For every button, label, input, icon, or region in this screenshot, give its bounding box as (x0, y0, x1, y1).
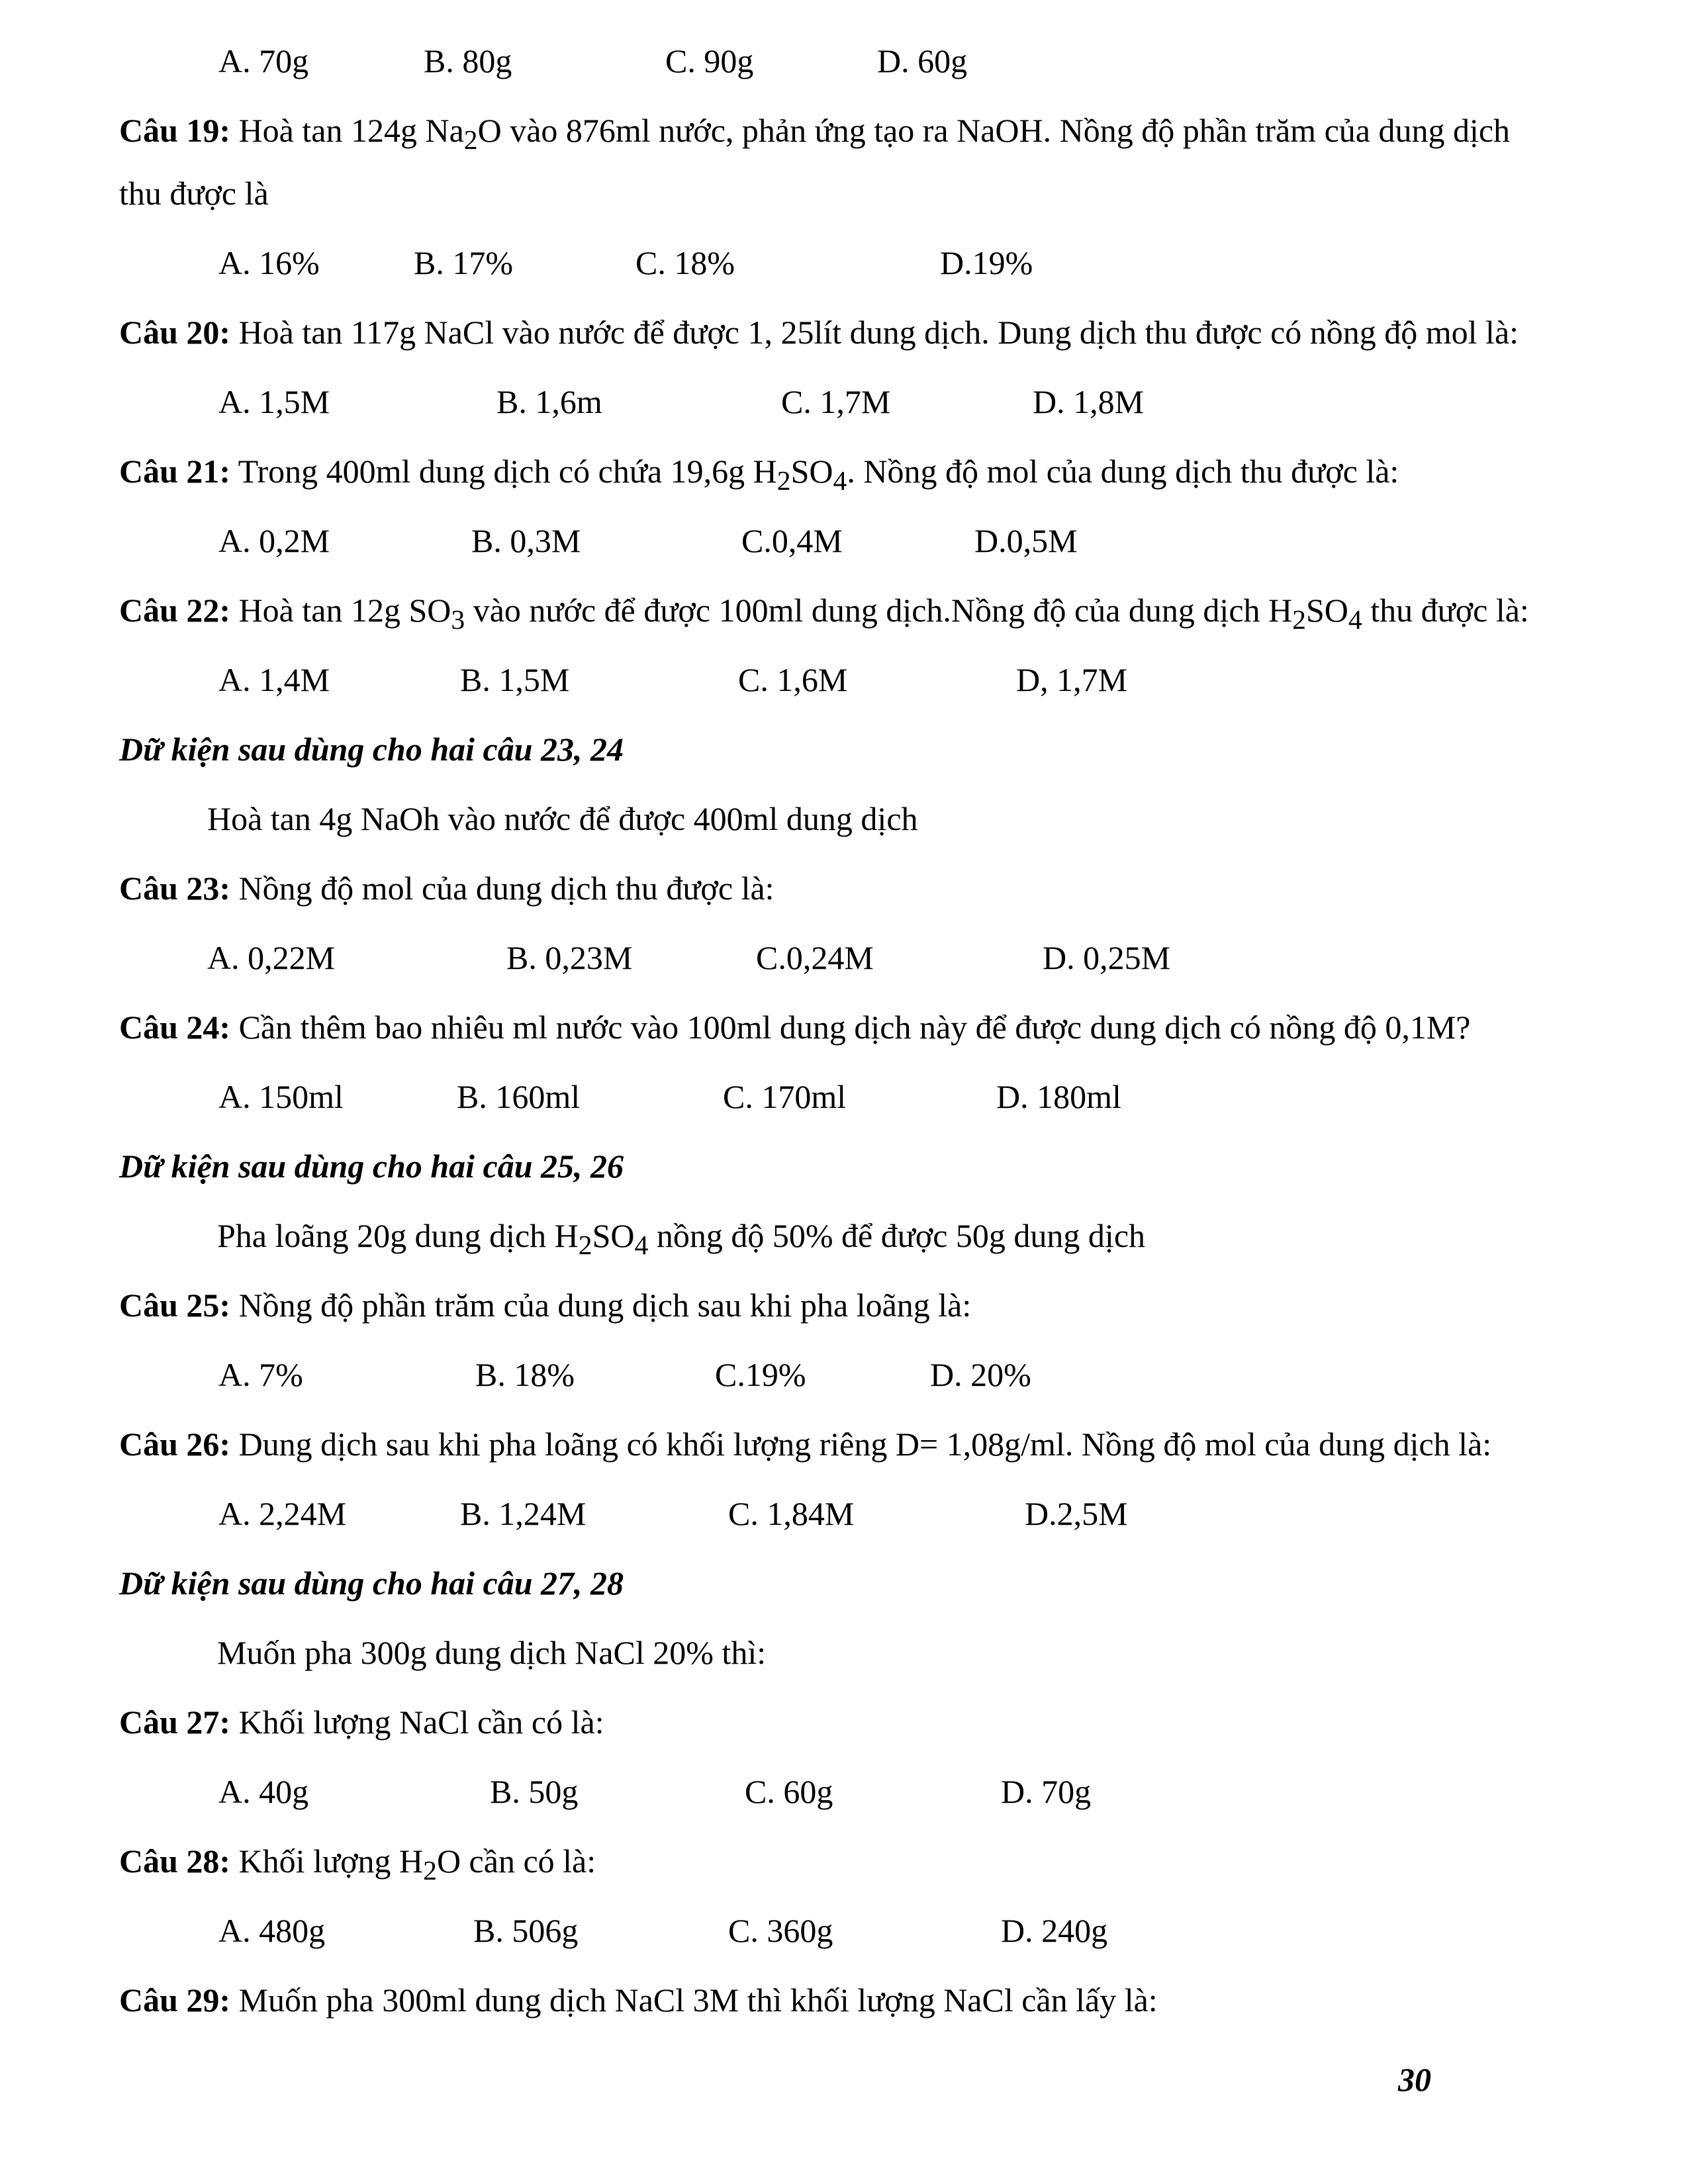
option-a: A. 7% (218, 1356, 303, 1393)
option-c: C. 170ml (723, 1078, 847, 1115)
question-text: Khối lượng H (230, 1843, 424, 1880)
question-label: Câu 28: (119, 1843, 231, 1880)
subscript: 2 (463, 125, 478, 156)
page-number: 30 (1398, 2061, 1431, 2098)
option-d: D. 240g (1001, 1912, 1108, 1949)
option-b: B. 1,5M (460, 661, 570, 698)
question-label: Câu 20: (119, 314, 231, 351)
option-b: B. 506g (473, 1912, 579, 1949)
option-a: A. 150ml (218, 1078, 344, 1115)
data-heading-23-24: Dữ kiện sau dùng cho hai câu 23, 24 (119, 731, 624, 768)
option-d: D. 1,8M (1033, 383, 1145, 420)
question-text: Muốn pha 300ml dung dịch NaCl 3M thì khối lượng NaCl cần lấy là: (230, 1981, 1158, 2019)
subscript: 2 (423, 1856, 437, 1886)
question-20 (119, 312, 1519, 352)
question-text: Khối lượng NaCl cần có là: (230, 1704, 604, 1741)
question-label: Câu 23: (119, 870, 231, 907)
option-b: B. 1,6m (496, 383, 602, 420)
question-23 (119, 868, 774, 908)
option-b: B. 160ml (457, 1078, 581, 1115)
question-28 (119, 1841, 596, 1888)
question-text: SO (790, 453, 833, 490)
question-text: Cần thêm bao nhiêu ml nước vào 100ml dung dịch này để được dung dịch có nồng độ 0,1M? (230, 1009, 1471, 1046)
question-19 (119, 111, 1510, 157)
data-heading-25-26: Dữ kiện sau dùng cho hai câu 25, 26 (119, 1148, 624, 1185)
option-b: B. 0,23M (506, 939, 633, 976)
option-c: C. 90g (665, 42, 754, 79)
question-text: . Nồng độ mol của dung dịch thu được là: (847, 453, 1399, 490)
option-d: D, 1,7M (1016, 661, 1128, 698)
question-label: Câu 19: (119, 112, 231, 149)
question-label: Câu 25: (119, 1287, 231, 1324)
data-text-23-24: Hoà tan 4g NaOh vào nước để được 400ml dung dịch (207, 800, 918, 837)
option-d: D. 60g (877, 42, 968, 79)
question-27 (119, 1702, 604, 1742)
question-21 (119, 451, 1399, 498)
question-text: O cần có là: (436, 1843, 596, 1880)
question-text: thu được là: (1362, 592, 1529, 629)
question-label: Câu 21: (119, 453, 231, 490)
subscript: 2 (578, 1230, 592, 1261)
option-a: A. 0,22M (207, 939, 336, 976)
option-b: B. 1,24M (460, 1495, 586, 1532)
option-d: D. 180ml (996, 1078, 1121, 1115)
option-a: A. 1,5M (218, 383, 330, 420)
option-d: D. 0,25M (1043, 939, 1171, 976)
question-label: Câu 26: (119, 1426, 231, 1463)
question-25 (119, 1285, 971, 1325)
option-a: A. 40g (218, 1773, 309, 1810)
subscript: 4 (634, 1230, 649, 1261)
subscript: 3 (451, 605, 465, 635)
option-b: B. 0,3M (471, 522, 581, 559)
data-heading-27-28: Dữ kiện sau dùng cho hai câu 27, 28 (119, 1565, 624, 1602)
question-text: Nồng độ mol của dung dịch thu được là: (230, 870, 774, 907)
subscript: 2 (776, 466, 791, 496)
question-24 (119, 1007, 1471, 1047)
option-d: D. 20% (930, 1356, 1031, 1393)
question-text: Nồng độ phần trăm của dung dịch sau khi pha loãng là: (230, 1287, 972, 1324)
option-c: C. 60g (745, 1773, 833, 1810)
question-text: Hoà tan 117g NaCl vào nước để được 1, 25lít dung dịch. Dung dịch thu được có nồng độ mol là: (230, 314, 1519, 351)
data-text-27-28: Muốn pha 300g dung dịch NaCl 20% thì: (217, 1634, 767, 1671)
option-b: B. 50g (490, 1773, 579, 1810)
option-c: C. 1,6M (738, 661, 848, 698)
option-a: A. 16% (218, 244, 320, 281)
option-c: C. 1,84M (728, 1495, 855, 1532)
question-text: Dung dịch sau khi pha loãng có khối lượng riêng D= 1,08g/ml. Nồng độ mol của dung dịch là: (230, 1426, 1492, 1463)
question-text: Hoà tan 124g Na (230, 112, 464, 149)
question-label: Câu 22: (119, 592, 231, 629)
option-b: B. 17% (414, 244, 513, 281)
option-c: C. 1,7M (781, 383, 891, 420)
data-text: Pha loãng 20g dung dịch H (217, 1217, 579, 1254)
question-22 (119, 590, 1529, 637)
option-b: B. 80g (424, 42, 512, 79)
question-29 (119, 1980, 1158, 2020)
option-c: C.19% (715, 1356, 806, 1393)
option-c: C.0,24M (756, 939, 874, 976)
question-19-line2: thu được là (119, 175, 269, 212)
option-d: D.19% (940, 244, 1033, 281)
data-text-25-26 (217, 1216, 1145, 1262)
option-a: A. 2,24M (218, 1495, 347, 1532)
option-c: C. 360g (728, 1912, 833, 1949)
data-text: nồng độ 50% để được 50g dung dịch (648, 1217, 1146, 1254)
question-text: Hoà tan 12g SO (230, 592, 451, 629)
option-b: B. 18% (475, 1356, 575, 1393)
option-d: D.0,5M (974, 522, 1078, 559)
question-text: SO (1305, 592, 1348, 629)
option-d: D. 70g (1001, 1773, 1092, 1810)
option-a: A. 480g (218, 1912, 326, 1949)
question-text: O vào 876ml nước, phản ứng tạo ra NaOH. Nồng độ phần trăm của dung dịch (477, 112, 1511, 149)
question-label: Câu 24: (119, 1009, 231, 1046)
option-c: C. 18% (635, 244, 735, 281)
subscript: 2 (1292, 605, 1306, 635)
question-26 (119, 1424, 1491, 1464)
option-c: C.0,4M (741, 522, 843, 559)
subscript: 4 (1348, 605, 1362, 635)
option-a: A. 0,2M (218, 522, 330, 559)
option-a: A. 70g (218, 42, 309, 79)
question-label: Câu 29: (119, 1981, 231, 2019)
question-label: Câu 27: (119, 1704, 231, 1741)
option-a: A. 1,4M (218, 661, 330, 698)
question-text: Trong 400ml dung dịch có chứa 19,6g H (230, 453, 777, 490)
option-d: D.2,5M (1025, 1495, 1128, 1532)
question-text: vào nước để được 100ml dung dịch.Nồng độ của dung dịch H (465, 592, 1293, 629)
data-text: SO (592, 1217, 635, 1254)
subscript: 4 (833, 466, 847, 496)
